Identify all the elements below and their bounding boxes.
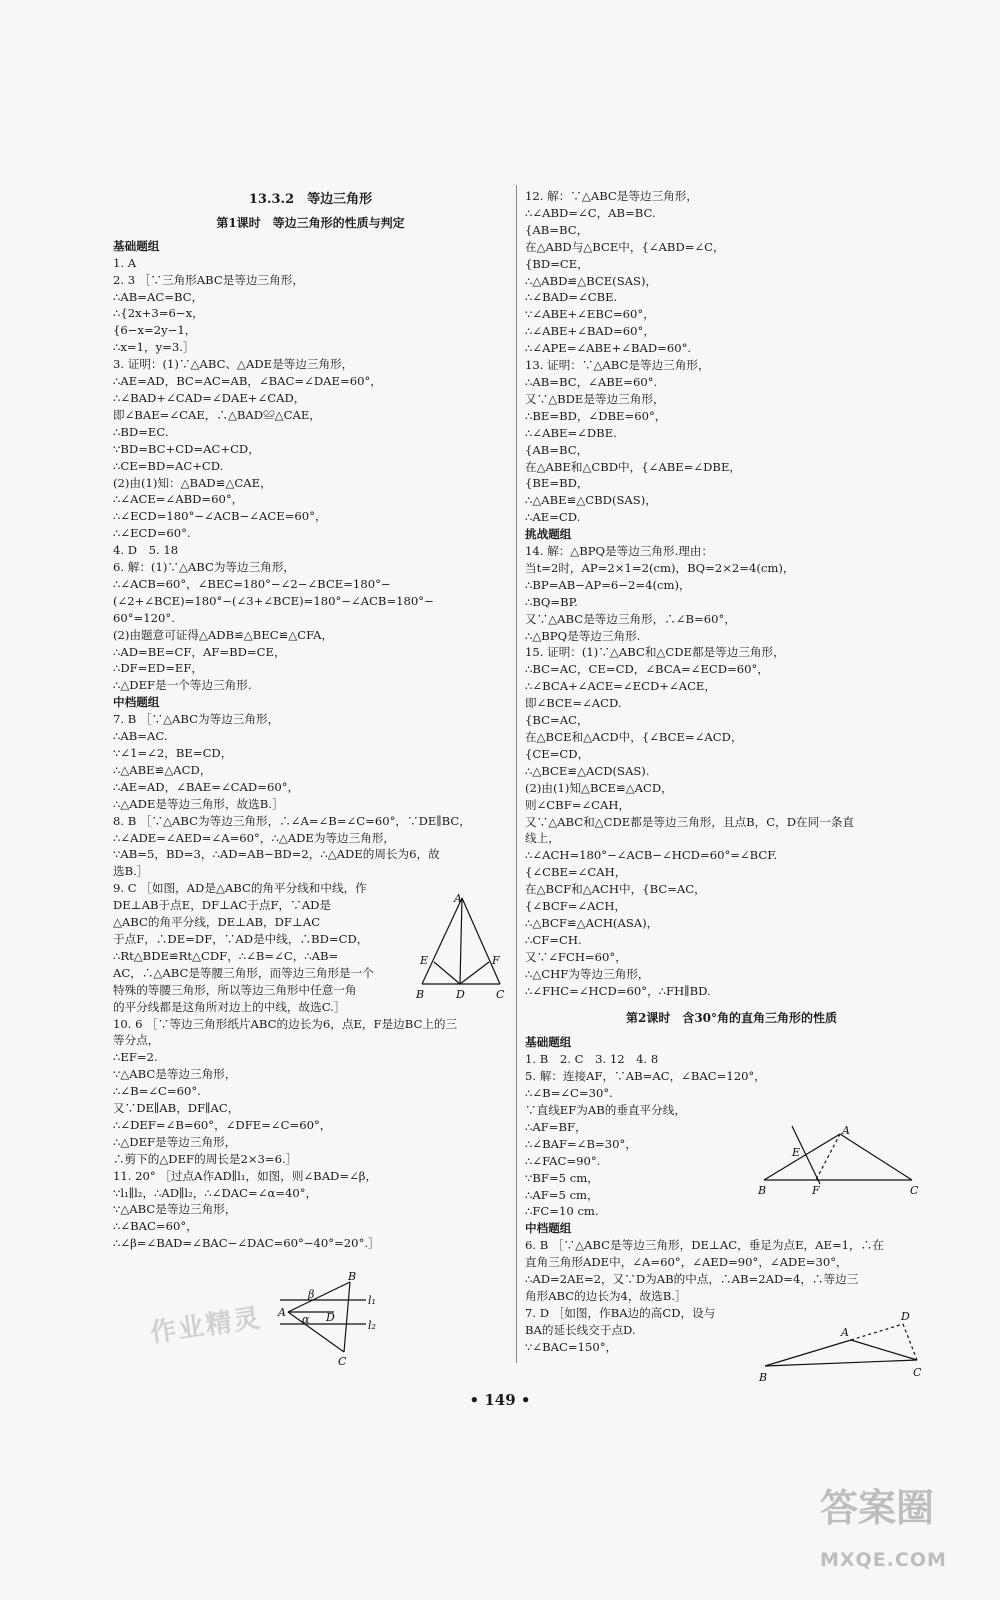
fig11-label-D: D	[326, 1311, 335, 1324]
solution-line: {BC=AC，	[525, 713, 589, 728]
solution-line: ∵∠1=∠2，BE=CD，	[113, 746, 233, 760]
solution-line: 线上，	[525, 831, 560, 846]
solution-line: ∴∠BAC=60°，	[113, 1219, 198, 1234]
solution-line: ∴BC=AC，CE=CD，∠BCA=∠ECD=60°，	[525, 662, 769, 677]
solution-line: ∵AB=5，BD=3，∴AD=AB−BD=2，∴△ADE的周长为6，故	[113, 847, 440, 862]
solution-line: ∴DF=ED=EF，	[113, 661, 204, 676]
solution-line: ∴AE=AD，∠BAE=∠CAD=60°，	[113, 779, 300, 794]
fig9-label-E: E	[420, 954, 429, 967]
figure-lesson2-problem-7	[755, 1306, 935, 1386]
solution-line: {∠CBE=∠CAH，	[525, 865, 627, 880]
solution-line: ∴CF=CH.	[525, 932, 582, 947]
solution-line: 7. B ［∵△ABC为等边三角形，	[113, 712, 280, 727]
solution-line: ∴Rt△BDE≌Rt△CDF，∴∠B=∠C，∴AB=	[113, 948, 339, 963]
solution-line: ∴∠ECD=60°.	[113, 526, 191, 541]
solution-line: 5. 解：连接AF，∵AB=AC，∠BAC=120°，	[525, 1069, 766, 1084]
solution-line: ∴△DEF是等边三角形，	[113, 1134, 237, 1149]
solution-line: 于点F，∴DE=DF，∵AD是中线，∴BD=CD，	[113, 931, 369, 946]
section-heading: 中档题组	[113, 695, 160, 710]
solution-line: ∴剪下的△DEF的周长是2×3=6.］	[113, 1151, 298, 1166]
solution-line: 选B.］	[113, 864, 149, 879]
solution-line: ∴△BPQ是等边三角形.	[525, 628, 641, 643]
solution-line: (∠2+∠BCE)=180°−(∠3+∠BCE)=180°−∠ACB=180°−	[113, 593, 434, 608]
solution-line: BA的延长线交于点D.	[525, 1322, 636, 1337]
watermark-stamp: 作业精灵	[148, 1303, 264, 1349]
solution-line: {BD=CE，	[525, 256, 589, 271]
solution-line: 角形ABC的边长为4，故选B.］	[525, 1289, 687, 1303]
fig5-label-F: F	[812, 1184, 820, 1197]
solution-line: ∵△ABC是等边三角形，	[113, 1067, 237, 1082]
solution-line: ∴{2x+3=6−x，	[113, 306, 204, 321]
solution-line: (2)由(1)知△BCE≌△ACD，	[525, 780, 673, 795]
solution-line: ∴AF=5 cm，	[525, 1187, 599, 1202]
solution-line: ∴∠FHC=∠HCD=60°，∴FH∥BD.	[525, 983, 711, 998]
solution-line: 直角三角形ADE中，∠A=60°，∠AED=90°，∠ADE=30°，	[525, 1255, 848, 1270]
fig11-label-alpha: α	[302, 1313, 310, 1326]
solution-line: 在△ABD与△BCE中，{∠ABD=∠C，	[525, 239, 725, 254]
figure-lesson2-problem-5	[758, 1122, 930, 1200]
solution-line: ∴∠ABD=∠C，AB=BC.	[525, 205, 656, 220]
fig7-label-B: B	[759, 1371, 768, 1384]
fig11-label-l2: l₂	[368, 1319, 376, 1332]
solution-line: ∴BD=EC.	[113, 424, 169, 439]
solution-line: ∴△BCF≌△ACH(ASA)，	[525, 915, 659, 930]
solution-line: 4. D 5. 18	[113, 543, 179, 558]
figure-problem-11	[276, 1268, 386, 1368]
solution-line: ∴∠B=∠C=30°.	[525, 1086, 613, 1101]
solution-line: 2. 3 ［∵三角形ABC是等边三角形，	[113, 272, 304, 287]
solution-line: ∴∠DEF=∠B=60°，∠DFE=∠C=60°，	[113, 1117, 332, 1132]
solution-line: ∴AB=AC.	[113, 729, 168, 744]
solution-line: 又∵DE∥AB，DF∥AC，	[113, 1101, 240, 1116]
solution-line: 6. B ［∵△ABC是等边三角形，DE⊥AC，垂足为点E，AE=1，∴在	[525, 1238, 884, 1253]
solution-line: (2)由(1)知：△BAD≌△CAE，	[113, 475, 272, 490]
solution-line: ∵l₁∥l₂，∴AD∥l₂，∴∠DAC=∠α=40°，	[113, 1185, 318, 1200]
solution-line: 13. 证明：∵△ABC是等边三角形，	[525, 358, 710, 373]
column-divider	[516, 185, 517, 1363]
solution-line: 特殊的等腰三角形，所以等边三角形中任意一角	[113, 982, 357, 997]
lesson-2-title: 第2课时 含30°角的直角三角形的性质	[625, 1010, 838, 1025]
solution-line: {CE=CD，	[525, 746, 590, 761]
fig11-label-l1: l₁	[368, 1294, 376, 1307]
solution-line: ∴∠BCA+∠ACE=∠ECD+∠ACE，	[525, 679, 716, 694]
solution-line: ∴△ABE≌△ACD，	[113, 762, 212, 777]
solution-line: 则∠CBF=∠CAH，	[525, 797, 631, 812]
solution-line: ∴∠ABE=∠DBE.	[525, 425, 617, 440]
watermark-logo: 答案圈	[820, 1486, 935, 1530]
solution-line: DE⊥AB于点E，DF⊥AC于点F，∵AD是	[113, 898, 331, 913]
solution-line: 在△ABE和△CBD中，{∠ABE=∠DBE，	[525, 459, 741, 474]
solution-line: ∵△ABC是等边三角形，	[113, 1202, 237, 1217]
section-heading: 中档题组	[525, 1221, 572, 1236]
solution-line: ∵BF=5 cm，	[525, 1170, 599, 1185]
solution-line: 3. 证明：(1)∵△ABC、△ADE是等边三角形，	[113, 357, 354, 372]
solution-line: ∴FC=10 cm.	[525, 1204, 599, 1219]
solution-line: ∵∠BAC=150°，	[525, 1339, 618, 1354]
solution-line: ∴△ABD≌△BCE(SAS)，	[525, 273, 658, 288]
solution-line: ∴∠ADE=∠AED=∠A=60°，∴△ADE为等边三角形，	[113, 830, 396, 845]
solution-line: {AB=BC，	[525, 222, 589, 237]
solution-line: 又∵△ABC是等边三角形，∴∠B=60°，	[525, 611, 736, 626]
left-text-block-c	[113, 1016, 508, 1253]
fig11-label-B: B	[348, 1270, 357, 1283]
fig5-label-A: A	[842, 1124, 850, 1137]
solution-line: 7. D ［如图，作BA边的高CD，设与	[525, 1305, 716, 1320]
solution-line: ∴∠ABE+∠BAD=60°，	[525, 324, 655, 339]
solution-line: {AB=BC，	[525, 442, 589, 457]
right-text-block-a	[525, 188, 938, 1000]
fig11-label-C: C	[338, 1355, 347, 1368]
solution-line: ∴∠β=∠BAD=∠BAC−∠DAC=60°−40°=20°.］	[113, 1236, 380, 1251]
solution-line: 又∵△ABC和△CDE都是等边三角形，且点B，C，D在同一条直	[525, 814, 855, 829]
solution-line: 在△BCF和△ACH中，{BC=AC，	[525, 882, 706, 897]
solution-line: △ABC的角平分线，DE⊥AB，DF⊥AC	[113, 915, 321, 930]
solution-line: ∴AE=AD，BC=AC=AB，∠BAC=∠DAE=60°，	[113, 374, 382, 389]
fig5-label-B: B	[758, 1184, 767, 1197]
solution-line: ∴∠APE=∠ABE+∠BAD=60°.	[525, 341, 692, 356]
solution-line: 在△BCE和△ACD中，{∠BCE=∠ACD，	[525, 730, 743, 744]
solution-line: {6−x=2y−1，	[113, 323, 197, 338]
left-text-block-a	[113, 238, 508, 880]
solution-line: 11. 20° ［过点A作AD∥l₁，如图，则∠BAD=∠β，	[113, 1168, 378, 1183]
solution-line: ∴∠ACE=∠ABD=60°，	[113, 492, 244, 507]
solution-line: ∴BQ=BP.	[525, 594, 578, 609]
solution-line: 60°=120°.	[113, 610, 175, 625]
solution-line: ∴△BCE≌△ACD(SAS).	[525, 763, 650, 778]
section-heading: 挑战题组	[525, 527, 572, 542]
section-title: 13.3.2 等边三角形	[248, 192, 373, 207]
solution-line: ∵直线EF为AB的垂直平分线，	[525, 1103, 686, 1118]
fig7-label-C: C	[913, 1366, 922, 1379]
solution-line: 等分点，	[113, 1033, 160, 1048]
solution-line: 9. C ［如图，AD是△ABC的角平分线和中线，作	[113, 881, 367, 896]
fig9-label-A: A	[454, 892, 462, 905]
solution-line: ∴EF=2.	[113, 1050, 158, 1065]
solution-line: ∴BE=BD，∠DBE=60°，	[525, 408, 667, 423]
left-column	[113, 188, 508, 1252]
solution-line: {∠BCF=∠ACH，	[525, 899, 627, 914]
solution-line: ∴△ADE是等边三角形，故选B.］	[113, 796, 284, 811]
solution-line: ∴∠BAD+∠CAD=∠DAE+∠CAD，	[113, 390, 306, 405]
lesson-title: 第1课时 等边三角形的性质与判定	[216, 215, 405, 230]
solution-line: ∴BP=AB−AP=6−2=4(cm)，	[525, 577, 691, 592]
watermark-site: MXQE.COM	[820, 1549, 947, 1571]
section-heading: 基础题组	[113, 238, 160, 253]
solution-line: 8. B ［∵△ABC为等边三角形，∴∠A=∠B=∠C=60°，∵DE∥BC，	[113, 813, 471, 828]
solution-line: ∴∠B=∠C=60°.	[113, 1084, 201, 1099]
page-number: • 149 •	[469, 1391, 531, 1409]
solution-line: 10. 6 ［∵等边三角形纸片ABC的边长为6，点E，F是边BC上的三	[113, 1016, 458, 1031]
solution-line: 1. B 2. C 3. 12 4. 8	[525, 1052, 659, 1067]
solution-line: ∴AB=AC=BC，	[113, 289, 204, 304]
solution-line: ∴AD=2AE=2，又∵D为AB的中点，∴AB=2AD=4，∴等边三	[525, 1272, 859, 1287]
fig7-label-A: A	[841, 1326, 849, 1339]
solution-line: 1. A	[113, 255, 137, 270]
fig7-label-D: D	[901, 1310, 910, 1323]
solution-line: ∴△CHF为等边三角形，	[525, 966, 650, 981]
solution-line: (2)由题意可证得△ADB≌△BEC≌△CFA，	[113, 627, 334, 642]
section-heading: 基础题组	[525, 1035, 572, 1050]
solution-line: ∴∠ACH=180°−∠ACB−∠HCD=60°=∠BCF.	[525, 848, 778, 863]
solution-line: 即∠BCE=∠ACD.	[525, 696, 622, 711]
solution-line: AC，∴△ABC是等腰三角形，而等边三角形是一个	[113, 965, 374, 980]
solution-line: 即∠BAE=∠CAE，∴△BAD≌△CAE，	[113, 407, 321, 422]
left-text-block-b	[113, 880, 413, 1015]
solution-line: ∵∠ABE+∠EBC=60°，	[525, 307, 655, 322]
fig9-label-B: B	[416, 988, 425, 1001]
solution-line: ∴∠FAC=90°.	[525, 1153, 601, 1168]
solution-line: ∴△DEF是一个等边三角形.	[113, 678, 252, 693]
figure-problem-9	[412, 892, 512, 1004]
fig5-label-E: E	[792, 1146, 801, 1159]
fig9-label-C: C	[496, 988, 505, 1001]
fig5-label-C: C	[910, 1184, 919, 1197]
solution-line: ∴AF=BF，	[525, 1119, 587, 1134]
solution-line: {BE=BD，	[525, 476, 589, 491]
solution-line: ∴AE=CD.	[525, 510, 581, 525]
solution-line: ∵BD=BC+CD=AC+CD，	[113, 441, 260, 456]
fig11-label-beta: β	[308, 1288, 315, 1301]
solution-line: ∴CE=BD=AC+CD.	[113, 458, 224, 473]
solution-line: 15. 证明：(1)∵△ABC和△CDE都是等边三角形，	[525, 645, 785, 660]
solution-line: 又∵∠FCH=60°，	[525, 949, 627, 964]
solution-line: 的平分线都是这角所对边上的中线，故选C.］	[113, 999, 346, 1014]
solution-line: 又∵△BDE是等边三角形，	[525, 391, 665, 406]
fig9-label-F: F	[492, 954, 500, 967]
solution-line: ∴∠BAD=∠CBE.	[525, 290, 618, 305]
solution-line: ∴AB=BC，∠ABE=60°.	[525, 374, 658, 389]
solution-line: ∴∠ACB=60°，∠BEC=180°−∠2−∠BCE=180°−	[113, 576, 391, 591]
solution-line: ∴AD=BE=CF，AF=BD=CE，	[113, 644, 286, 659]
fig9-label-D: D	[456, 988, 465, 1001]
solution-line: 12. 解：∵△ABC是等边三角形，	[525, 189, 698, 203]
solution-line: ∴△ABE≌△CBD(SAS)，	[525, 493, 657, 508]
solution-line: 当t=2时，AP=2×1=2(cm)，BQ=2×2=4(cm)，	[525, 560, 795, 575]
solution-line: ∴x=1，y=3.］	[113, 340, 195, 355]
solution-line: ∴∠ECD=180°−∠ACB−∠ACE=60°，	[113, 509, 327, 524]
solution-line: 14. 解：△BPQ是等边三角形.理由：	[525, 544, 714, 559]
solution-line: 6. 解：(1)∵△ABC为等边三角形，	[113, 560, 296, 575]
solution-line: ∴∠BAF=∠B=30°，	[525, 1136, 637, 1151]
fig11-label-A: A	[278, 1306, 286, 1319]
